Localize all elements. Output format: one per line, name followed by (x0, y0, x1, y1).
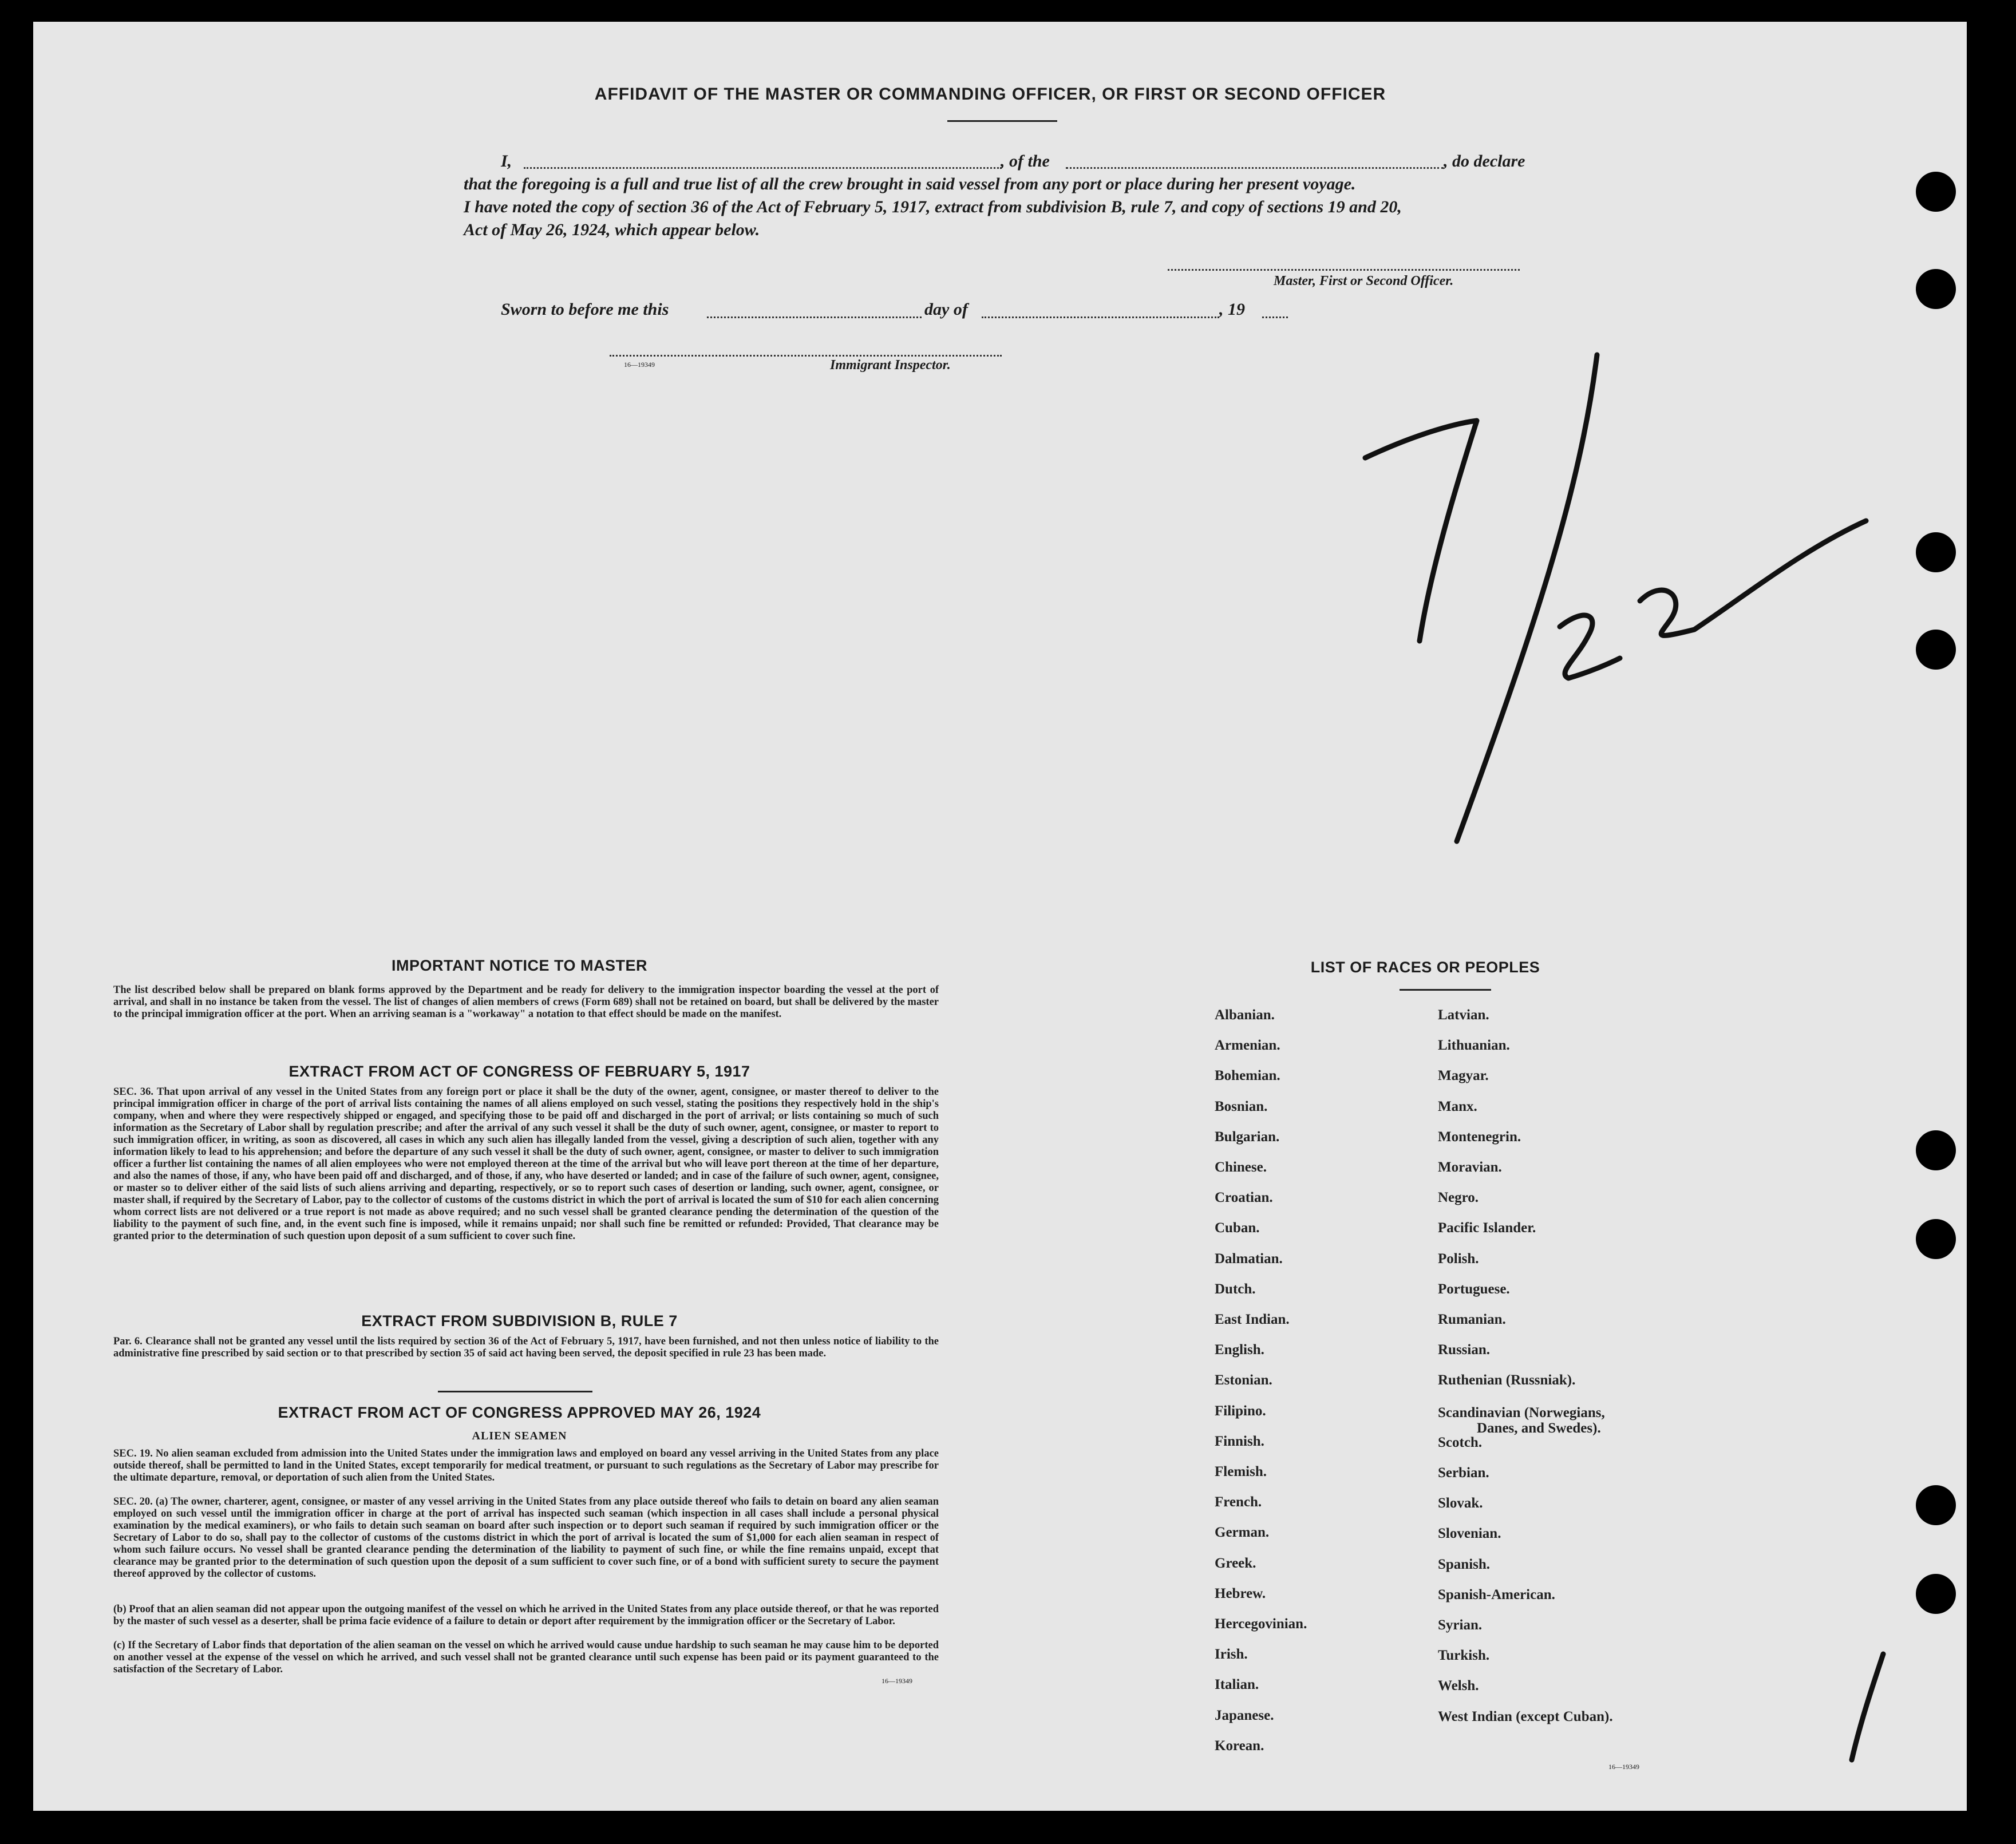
race-item: English. (1215, 1342, 1264, 1358)
notice-text: The list described below shall be prepared on blank forms approved by the Department and be ready for delivery to the immigration inspector boarding the vessel at the port of arrival, and shall in no instance be taken from the vessel. The list of changes of alien members of crews (Form 689) shall not be retained on board, but shall be delivered by the master to the principal immigration officer at the port. When an arriving seaman is a "workaway" a notation to that effect should be made on the manifest. (113, 984, 939, 1020)
year-label: , 19 (1219, 300, 1245, 319)
races-title: LIST OF RACES OR PEOPLES (1310, 959, 1540, 976)
race-item: Korean. (1215, 1738, 1264, 1754)
notice-title: IMPORTANT NOTICE TO MASTER (392, 957, 647, 974)
officer-caption: Master, First or Second Officer. (1274, 274, 1454, 288)
race-item: Armenian. (1215, 1038, 1280, 1054)
race-item: Scandinavian (Norwegians, (1438, 1404, 1605, 1420)
alien-seamen-subtitle: ALIEN SEAMEN (472, 1430, 567, 1442)
race-item: Serbian. (1438, 1465, 1489, 1481)
affidavit-line-4: Act of May 26, 1924, which appear below. (464, 220, 760, 239)
race-item: Portuguese. (1438, 1281, 1510, 1297)
race-item: Greek. (1215, 1555, 1256, 1571)
affidavit-do-declare: , do declare (1444, 152, 1525, 171)
race-item: Hercegovinian. (1215, 1616, 1307, 1632)
affidavit-of-the: , of the (1001, 152, 1050, 171)
affidavit-line-3: I have noted the copy of section 36 of the Act of February 5, 1917, extract from subdivision B, rule 7, and copy of sections 19 and 20, (464, 197, 1402, 216)
race-item: Slovak. (1438, 1495, 1483, 1511)
race-item: Turkish. (1438, 1648, 1490, 1664)
races-rule (1400, 989, 1491, 991)
race-item: Dutch. (1215, 1281, 1256, 1297)
form-number: 16—19349 (624, 361, 655, 369)
race-item: Estonian. (1215, 1372, 1272, 1388)
race-item: Finnish. (1215, 1433, 1264, 1449)
race-item: Bulgarian. (1215, 1129, 1280, 1145)
extract-1924-sec19: SEC. 19. No alien seaman excluded from admission into the United States under the immigration laws and employed on board any vessel arriving in the United States from any place outside thereof, shall be permitted to land in the United States, except temporarily for medical treatment, or pursuant to such regulations as the Secretary of Labor may prescribe for the ultimate departure, removal, or deportation of such alien from the United States. (113, 1448, 939, 1483)
race-item: Albanian. (1215, 1007, 1275, 1023)
affidavit-title: AFFIDAVIT OF THE MASTER OR COMMANDING OFFICER, OR FIRST OR SECOND OFFICER (594, 85, 1386, 104)
race-item: Japanese. (1215, 1707, 1274, 1723)
extract-1924-sec20a: SEC. 20. (a) The owner, charterer, agent, consignee, or master of any vessel arriving in the United States from any place outside thereof who fails to detain on board any alien seaman employed on such vessel until the immigration officer in charge at the port of arrival has inspected such seaman (which inspection in all cases shall include a personal physical examination by the medical examiners), or who fails to detain such seaman on board after such inspection or to deport such seaman if required by such immigration officer or the Secretary of Labor to do so, shall pay to the collector of customs of the customs district in which the port of arrival is located the sum of $1,000 for each alien seaman in respect of whom such failure occurs. No vessel shall be granted clearance pending the determination of the liability to payment of such fine, or while the fine remains unpaid, except that clearance may be granted prior to the determination of such question upon the deposit of a sum sufficient to cover such fine, or of a bond with sufficient surety to secure the payment thereof approved by the collector of customs. (113, 1496, 939, 1580)
race-item: German. (1215, 1525, 1270, 1541)
race-item: Pacific Islander. (1438, 1220, 1536, 1236)
extract-1924-sec20b: (b) Proof that an alien seaman did not appear upon the outgoing manifest of the vessel on which he arrived in the United States from any place outside thereof, or that he was reported by the master of such vessel as a deserter, shall be prima facie evidence of a failure to detain or deport after requirement by the immigration officer or the Secretary of Labor. (113, 1604, 939, 1627)
race-item: Irish. (1215, 1647, 1248, 1663)
race-item: Lithuanian. (1438, 1038, 1510, 1054)
race-item: Syrian. (1438, 1617, 1483, 1633)
race-item: Manx. (1438, 1098, 1477, 1114)
race-item: Magyar. (1438, 1068, 1489, 1084)
rule7-title: EXTRACT FROM SUBDIVISION B, RULE 7 (361, 1312, 678, 1329)
race-item: Rumanian. (1438, 1312, 1506, 1327)
race-item: Hebrew. (1215, 1585, 1266, 1601)
race-item: Welsh. (1438, 1678, 1479, 1694)
race-item: Cuban. (1215, 1220, 1260, 1236)
race-item: Flemish. (1215, 1464, 1267, 1479)
race-item: Slovenian. (1438, 1526, 1501, 1542)
affidavit-line-2: that the foregoing is a full and true list of all the crew brought in said vessel from any port or place during her present voyage. (464, 175, 1356, 193)
day-of-label: day of (924, 300, 968, 319)
race-item: West Indian (except Cuban). (1438, 1708, 1613, 1724)
race-item: French. (1215, 1494, 1262, 1510)
section-rule (438, 1391, 592, 1392)
sworn-label: Sworn to before me this (501, 300, 669, 319)
race-item: Spanish-American. (1438, 1586, 1555, 1602)
race-item: Negro. (1438, 1190, 1479, 1206)
race-item: Spanish. (1438, 1556, 1491, 1572)
extract-1917-text: SEC. 36. That upon arrival of any vessel in the United States from any foreign port or place it shall be the duty of the owner, agent, consignee, or master thereof to deliver to the principal immigration officer in charge of the port of arrival lists containing the names of all aliens employed on such vessel, stating the positions they respectively hold in the ship's company, when and where they were respectively shipped or engaged, and specifying those to be paid off and discharged in the port of arrival; or lists containing so much of such information as the Secretary of Labor shall by regulation prescribe; and after the arrival of any such vessel it shall be the duty of such owner, agent, consignee, or master to report to such immigration officer, in writing, as soon as discovered, all cases in which any such alien has illegally landed from the vessel, giving a description of such alien, together with any information likely to lead to his apprehension; and before the departure of any such vessel it shall be the duty of such owner, agent, consignee, or master to deliver to such immigration officer a further list containing the names of all alien employees who were not employed thereon at the time of the arrival but who will leave port thereon at the time of her departure, and also the names of those, if any, who have been paid off and discharged, and of those, if any, who have deserted or landed; and in case of the failure of such owner, agent, consignee, or master so to deliver either of the said lists of such aliens arriving and departing, respectively, or so to report such cases of desertion or landing, such owner, agent, consignee, or master shall, if required by the Secretary of Labor, pay to the collector of customs of the customs district in which the port of arrival is located the sum of $10 for each alien concerning whom correct lists are not delivered or a true report is not made as above required; and no such vessel shall be granted clearance pending the determination of the question of the liability to the payment of such fine, and, in the event such fine is imposed, while it remains unpaid; nor shall such fine be remitted or refunded: Provided, That clearance may be granted prior to the determination of such question upon deposit of a sum sufficient to cover such fine. (113, 1086, 939, 1242)
extract-1917-title: EXTRACT FROM ACT OF CONGRESS OF FEBRUARY 5, 1917 (288, 1063, 750, 1080)
affidavit-i-label: I, (501, 152, 512, 171)
race-item: Polish. (1438, 1251, 1479, 1267)
race-item: Moravian. (1438, 1160, 1502, 1175)
race-item: Filipino. (1215, 1403, 1266, 1419)
races-form-number: 16—19349 (1608, 1763, 1639, 1771)
race-item: Croatian. (1215, 1190, 1273, 1206)
race-item: Russian. (1438, 1342, 1491, 1358)
race-item: Scotch. (1438, 1434, 1483, 1450)
race-item: Bohemian. (1215, 1068, 1280, 1084)
race-item: Bosnian. (1215, 1098, 1268, 1114)
extract-form-number: 16—19349 (881, 1677, 912, 1685)
race-item: Latvian. (1438, 1007, 1489, 1023)
race-item: Dalmatian. (1215, 1251, 1283, 1267)
race-item: Montenegrin. (1438, 1129, 1521, 1145)
extract-1924-sec20c: (c) If the Secretary of Labor finds that deportation of the alien seaman on the vessel on which he arrived would cause undue hardship to such seaman he may cause him to be deported on another vessel at the expense of the vessel on which he arrived, and such vessel shall not be granted clearance until such expense has been paid or its payment guaranteed to the satisfaction of the Secretary of Labor. (113, 1640, 939, 1675)
race-item: Italian. (1215, 1677, 1259, 1693)
race-item: Chinese. (1215, 1160, 1267, 1175)
inspector-caption: Immigrant Inspector. (830, 358, 951, 373)
race-item: Danes, and Swedes). (1477, 1420, 1601, 1436)
race-item: East Indian. (1215, 1312, 1290, 1327)
extract-1924-title: EXTRACT FROM ACT OF CONGRESS APPROVED MAY 26, 1924 (278, 1404, 761, 1421)
rule7-text: Par. 6. Clearance shall not be granted any vessel until the lists required by section 36 of the Act of February 5, 1917, have been furnished, and not then unless notice of liability to the administrative fine prescribed by said section or to that prescribed by section 35 of said act having been served, the deposit specified in rule 23 has been made. (113, 1336, 939, 1359)
race-item: Ruthenian (Russniak). (1438, 1372, 1576, 1388)
